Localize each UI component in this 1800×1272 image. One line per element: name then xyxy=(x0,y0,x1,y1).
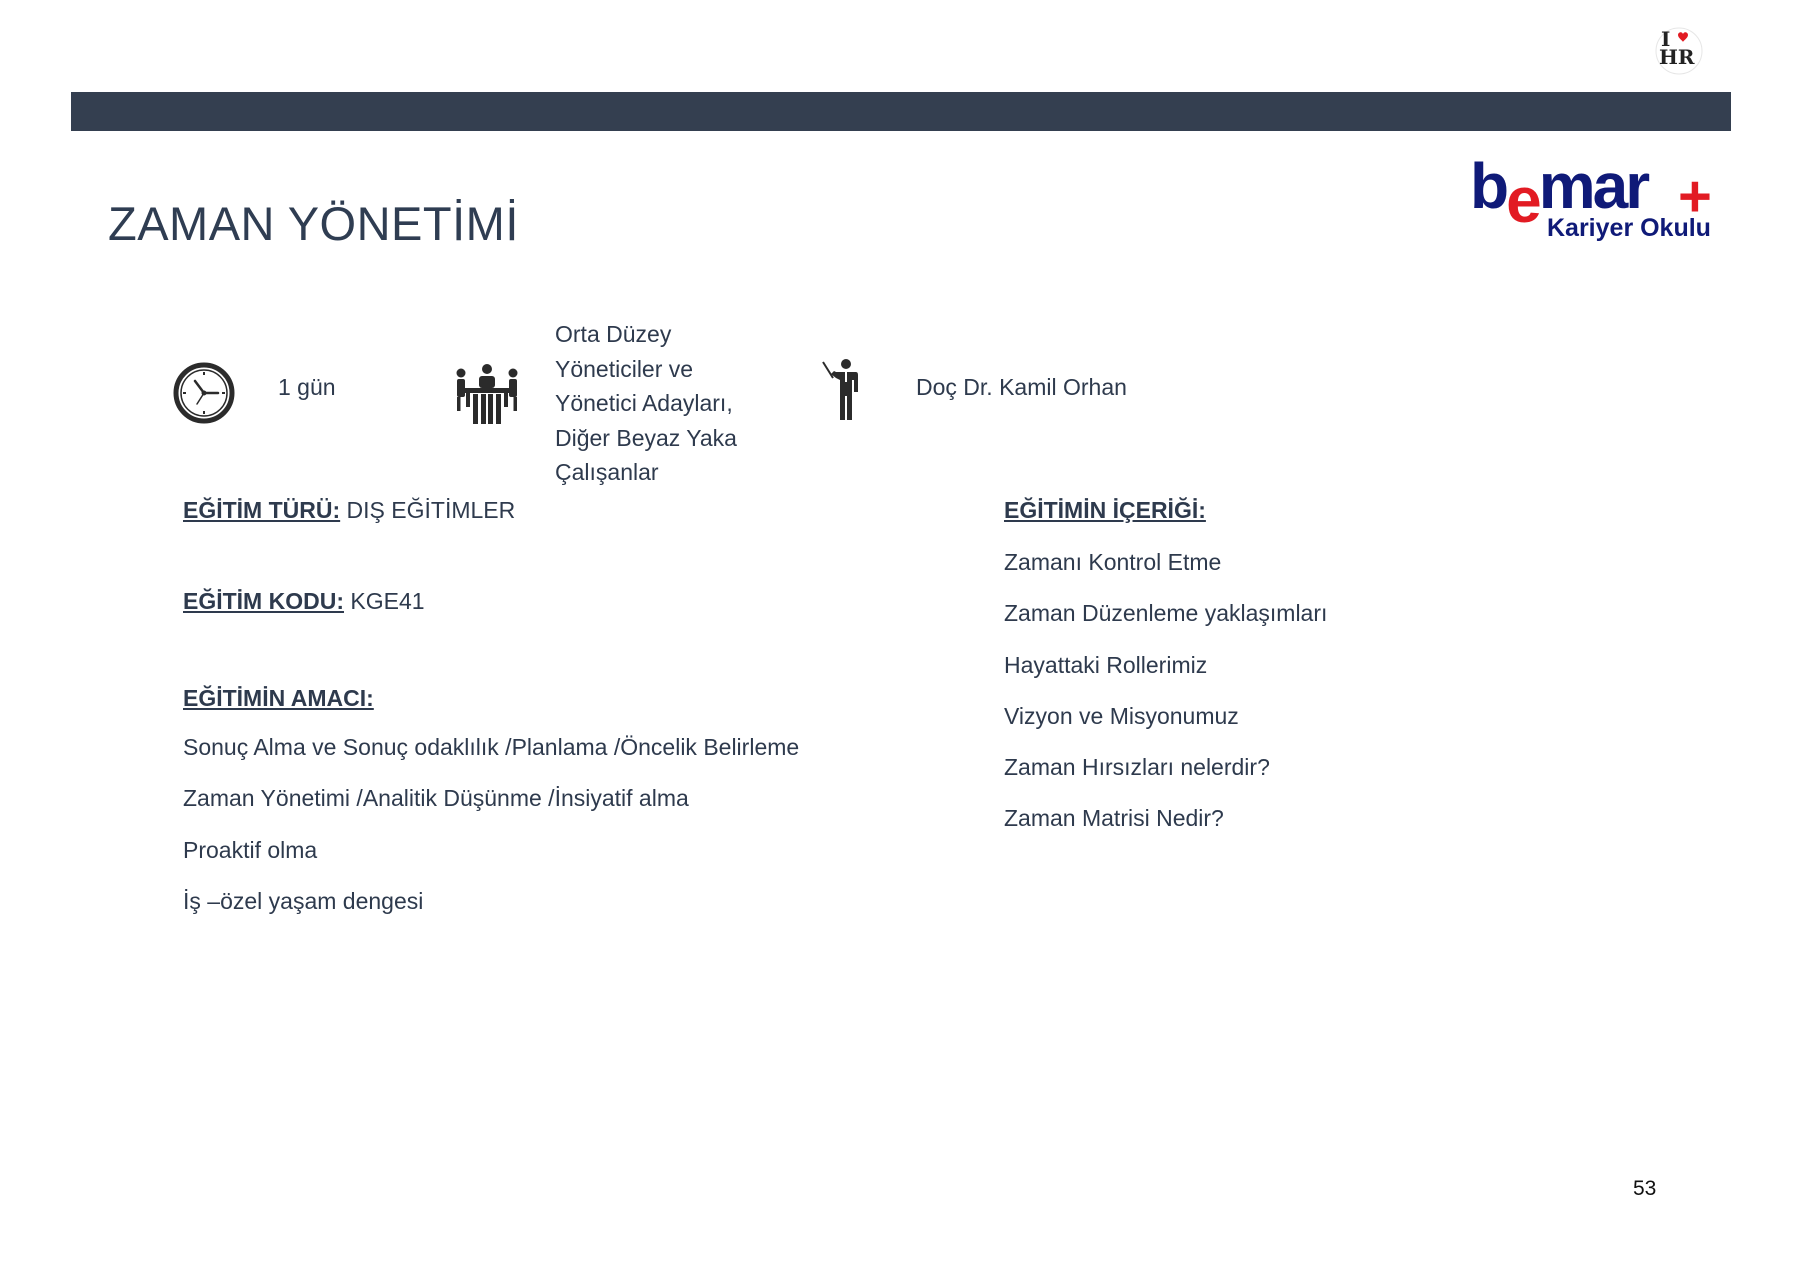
brand-name xyxy=(1470,150,1648,236)
list-item: Proaktif olma xyxy=(183,836,318,863)
training-type-label: EĞİTİM TÜRÜ: xyxy=(183,497,341,523)
presenter-icon xyxy=(821,358,861,422)
brand-name-mar: mar xyxy=(1538,150,1648,222)
audience-line: Diğer Beyaz Yaka xyxy=(555,424,737,451)
i-love-hr-logo xyxy=(1651,27,1707,75)
list-item: Hayattaki Rollerimiz xyxy=(1004,651,1208,678)
training-code-value: KGE41 xyxy=(344,588,425,614)
duration-text: 1 gün xyxy=(278,374,336,400)
bemar-kariyer-okulu-logo xyxy=(1470,150,1730,246)
page-number: 53 xyxy=(1633,1177,1657,1200)
training-purpose-heading: EĞİTİMİN AMACI: xyxy=(183,685,374,711)
list-item: Zamanı Kontrol Etme xyxy=(1004,549,1222,575)
brand-name-e: e xyxy=(1506,164,1539,236)
training-type xyxy=(183,497,515,524)
page-title: ZAMAN YÖNETİMİ xyxy=(108,197,519,250)
training-purpose-list xyxy=(183,734,799,939)
list-item: Zaman Düzenleme yaklaşımları xyxy=(1004,600,1328,627)
training-code-label: EĞİTİM KODU: xyxy=(183,588,344,614)
list-item: Zaman Matrisi Nedir? xyxy=(1004,805,1224,832)
list-item: Sonuç Alma ve Sonuç odaklılık /Planlama /Öncelik Belirleme xyxy=(183,734,800,760)
training-content-heading: EĞİTİMİN İÇERİĞİ: xyxy=(1004,497,1206,523)
audience-line: Orta Düzey xyxy=(555,321,672,347)
training-content-list xyxy=(1004,549,1327,857)
list-item: Zaman Hırsızları nelerdir? xyxy=(1004,754,1270,781)
list-item: İş –özel yaşam dengesi xyxy=(183,887,424,914)
audience-text xyxy=(555,317,737,490)
list-item: Vizyon ve Misyonumuz xyxy=(1004,702,1239,729)
brand-subtitle: Kariyer Okulu xyxy=(1547,214,1711,242)
audience-line: Çalışanlar xyxy=(555,459,659,485)
ihr-logo-hr: HR xyxy=(1659,45,1695,69)
ihr-logo-i: I xyxy=(1661,27,1671,51)
clock-icon xyxy=(172,361,236,425)
trainer-name: Doç Dr. Kamil Orhan xyxy=(916,374,1127,400)
header-bar xyxy=(71,92,1731,131)
training-code xyxy=(183,588,425,615)
meeting-group-icon xyxy=(455,363,519,425)
training-type-value: DIŞ EĞİTİMLER xyxy=(340,497,516,523)
audience-line: Yöneticiler ve xyxy=(555,355,694,382)
brand-name-b: b xyxy=(1470,150,1507,222)
list-item: Zaman Yönetimi /Analitik Düşünme /İnsiyatif alma xyxy=(183,785,689,812)
audience-line: Yönetici Adayları, xyxy=(555,390,733,416)
brand-plus-icon: + xyxy=(1678,164,1712,229)
